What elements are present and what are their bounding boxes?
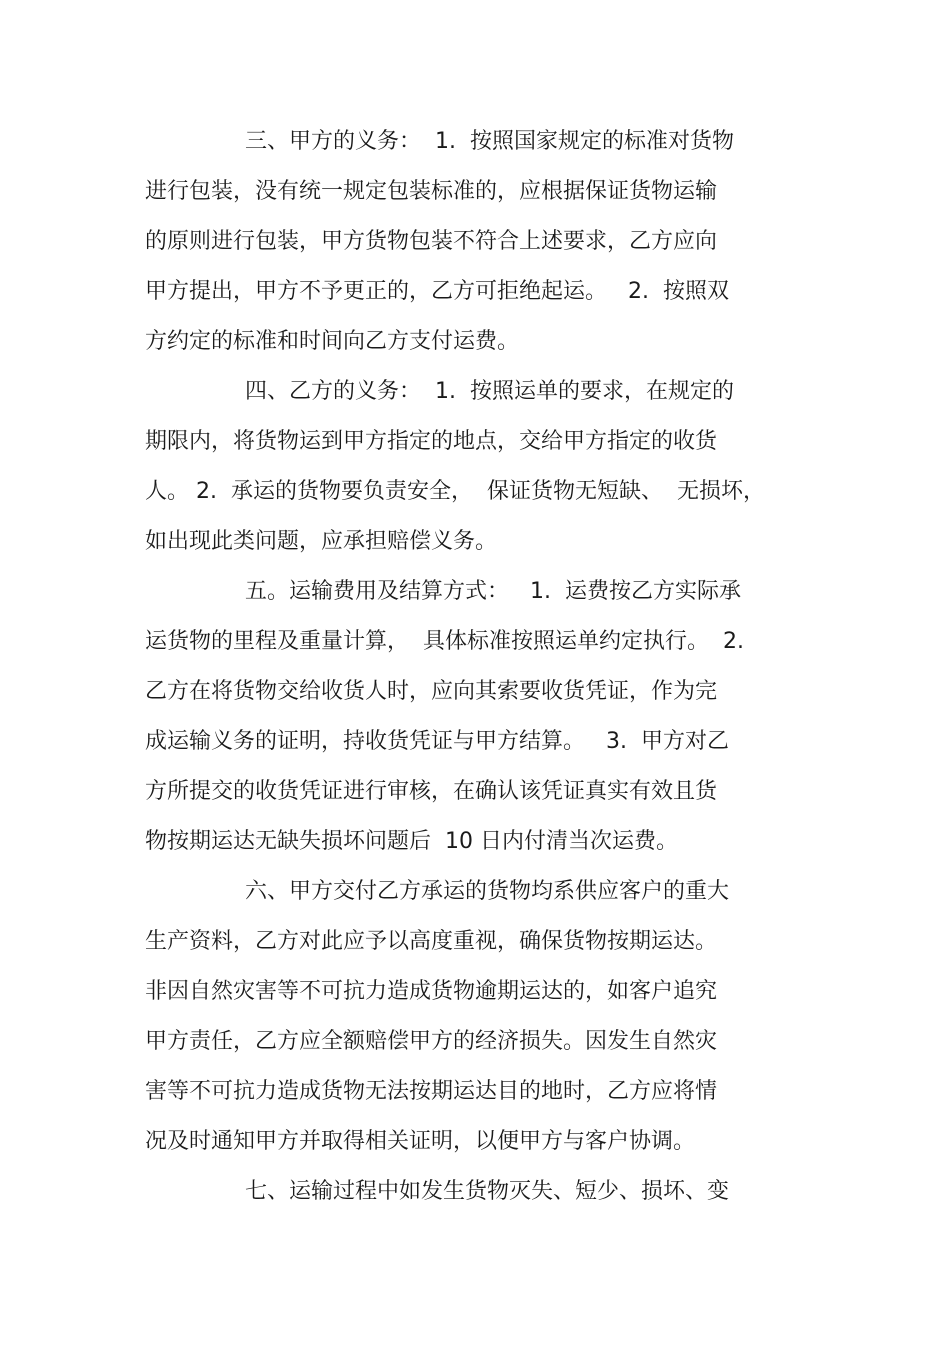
paragraph-line: 五。运输费用及结算方式： 1. 运费按乙方实际承 bbox=[245, 579, 741, 604]
paragraph-line: 运货物的里程及重量计算， 具体标准按照运单约定执行。 2. bbox=[145, 629, 744, 654]
paragraph-line: 六、甲方交付乙方承运的货物均系供应客户的重大 bbox=[245, 879, 730, 904]
paragraph-line: 方约定的标准和时间向乙方支付运费。 bbox=[145, 329, 520, 354]
paragraph-line: 甲方提出，甲方不予更正的，乙方可拒绝起运。 2. 按照双 bbox=[145, 279, 729, 304]
paragraph-line: 如出现此类问题，应承担赔偿义务。 bbox=[145, 529, 498, 554]
paragraph-line: 非因自然灾害等不可抗力造成货物逾期运达的，如客户追究 bbox=[145, 979, 718, 1004]
paragraph-line: 甲方责任，乙方应全额赔偿甲方的经济损失。因发生自然灾 bbox=[145, 1029, 718, 1054]
paragraph-line: 进行包装，没有统一规定包装标准的，应根据保证货物运输 bbox=[145, 179, 718, 204]
paragraph-line: 三、甲方的义务： 1. 按照国家规定的标准对货物 bbox=[245, 129, 734, 154]
paragraph-line: 的原则进行包装，甲方货物包装不符合上述要求，乙方应向 bbox=[145, 229, 718, 254]
paragraph-line: 方所提交的收货凭证进行审核，在确认该凭证真实有效且货 bbox=[145, 779, 718, 804]
paragraph-line: 人。 2. 承运的货物要负责安全， 保证货物无短缺、 无损坏， bbox=[145, 479, 765, 504]
paragraph-line: 四、乙方的义务： 1. 按照运单的要求，在规定的 bbox=[245, 379, 734, 404]
paragraph-line: 七、运输过程中如发生货物灭失、短少、损坏、变 bbox=[245, 1179, 730, 1204]
paragraph-line: 况及时通知甲方并取得相关证明，以便甲方与客户协调。 bbox=[145, 1129, 696, 1154]
paragraph-line: 期限内，将货物运到甲方指定的地点，交给甲方指定的收货 bbox=[145, 429, 718, 454]
paragraph-line: 乙方在将货物交给收货人时，应向其索要收货凭证，作为完 bbox=[145, 679, 718, 704]
paragraph-line: 生产资料，乙方对此应予以高度重视，确保货物按期运达。 bbox=[145, 929, 718, 954]
paragraph-line: 成运输义务的证明，持收货凭证与甲方结算。 3. 甲方对乙 bbox=[145, 729, 729, 754]
paragraph-line: 害等不可抗力造成货物无法按期运达目的地时，乙方应将情 bbox=[145, 1079, 718, 1104]
paragraph-line: 物按期运达无缺失损坏问题后 10 日内付清当次运费。 bbox=[145, 829, 678, 854]
